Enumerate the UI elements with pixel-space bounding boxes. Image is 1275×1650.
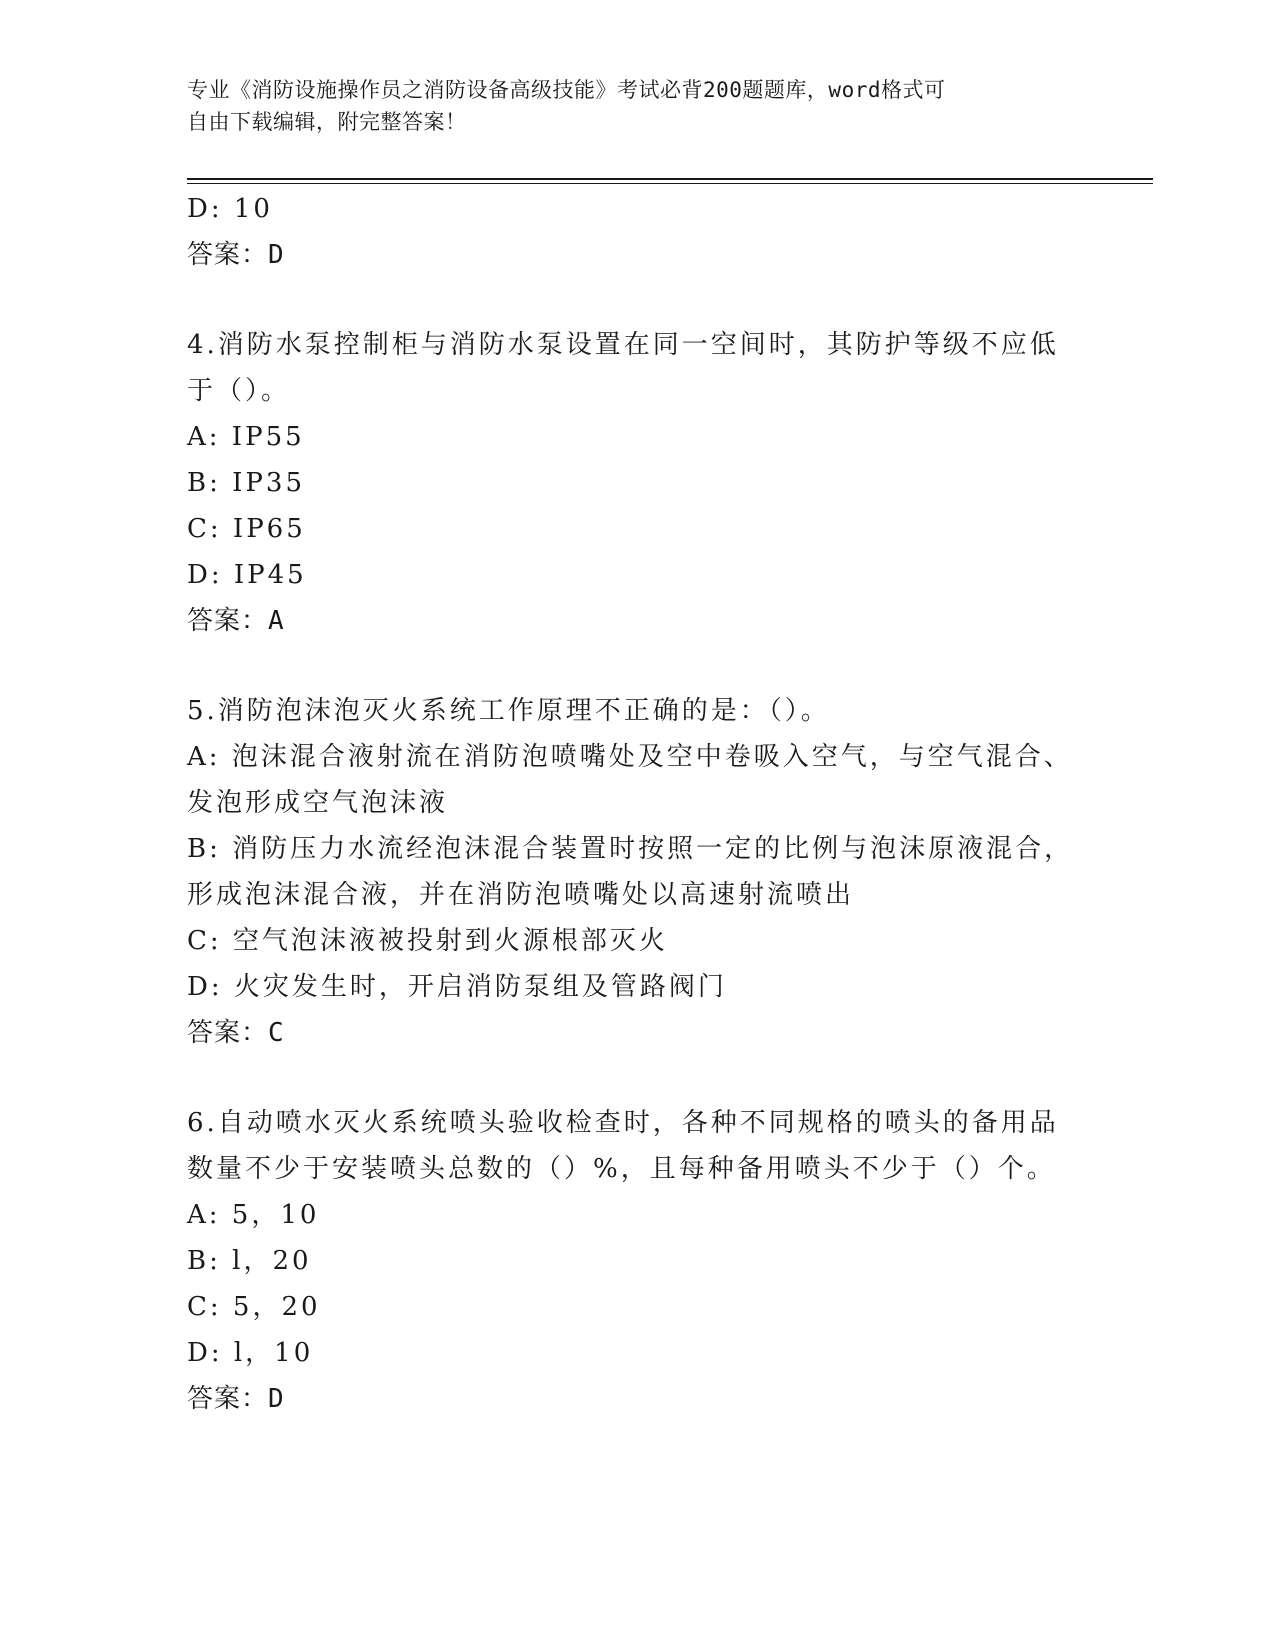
answer-line: 答案：C [187,1018,285,1048]
option-c: C: 空气泡沫液被投射到火源根部灭火 [187,926,668,956]
question-4 [187,322,1087,644]
option-a: A: 5，10 [187,1200,320,1230]
header-title-line-2: 自由下载编辑，附完整答案！ [187,110,467,134]
question-3-tail [187,186,1087,278]
option-a-line-2: 发泡形成空气泡沫液 [187,788,449,818]
option-b-line-1: B: 消防压力水流经泡沫混合装置时按照一定的比例与泡沫原液混合， [187,834,1074,864]
question-stem-line-2: 于（）。 [187,376,291,406]
question-6 [187,1100,1087,1422]
option-a: A: IP55 [187,422,305,452]
option-b: B: l，20 [187,1246,312,1276]
option-a-line-1: A: 泡沫混合液射流在消防泡喷嘴处及空中卷吸入空气，与空气混合、 [187,742,1073,772]
option-c: C: IP65 [187,514,306,544]
option-b: B: IP35 [187,468,305,498]
document-header [187,74,1067,138]
answer-line: 答案：D [187,240,285,270]
option-d: D: IP45 [187,560,307,590]
question-stem: 5.消防泡沫泡灭火系统工作原理不正确的是：（）。 [187,696,830,726]
option-d: D: l，10 [187,1338,314,1368]
option-d: D: 火灾发生时，开启消防泵组及管路阀门 [187,972,727,1002]
option-b-line-2: 形成泡沫混合液，并在消防泡喷嘴处以高速射流喷出 [187,880,855,910]
header-divider-thin [187,183,1153,184]
option-c: C: 5，20 [187,1292,321,1322]
question-5 [187,688,1087,1056]
question-stem-line-2: 数量不少于安装喷头总数的（）%，且每种备用喷头不少于（）个。 [187,1154,1056,1184]
answer-line: 答案：D [187,1384,285,1414]
header-divider-thick [187,178,1153,180]
answer-line: 答案：A [187,606,285,636]
question-stem-line-1: 4.消防水泵控制柜与消防水泵设置在同一空间时，其防护等级不应低 [187,330,1059,360]
header-title-line-1: 专业《消防设施操作员之消防设备高级技能》考试必背200题题库，word格式可 [187,78,946,102]
option-d: D: 10 [187,194,273,224]
question-stem-line-1: 6.自动喷水灭火系统喷头验收检查时，各种不同规格的喷头的备用品 [187,1108,1059,1138]
question-list [187,186,1087,1422]
